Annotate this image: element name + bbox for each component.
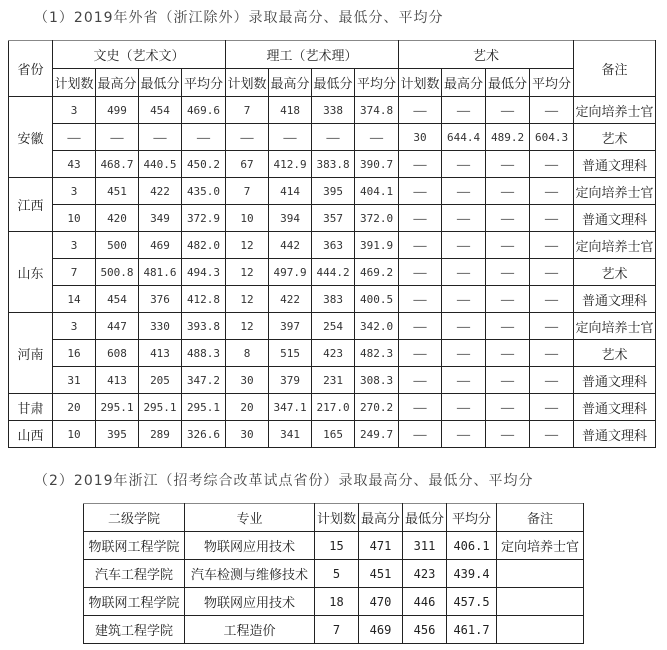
score-cell: —— <box>486 178 530 205</box>
score-cell: —— <box>442 232 486 259</box>
score-cell: 394 <box>269 205 312 232</box>
score-cell: —— <box>355 124 399 151</box>
header-college: 二级学院 <box>84 504 185 532</box>
score-cell: —— <box>442 205 486 232</box>
score-cell: —— <box>486 421 530 448</box>
score-cell: 3 <box>53 97 96 124</box>
score-cell: 20 <box>226 394 269 421</box>
remark-cell: 定向培养士官 <box>497 532 584 560</box>
table-row <box>9 259 656 286</box>
remark-cell: 普通文理科 <box>574 367 656 394</box>
score-cell: —— <box>486 286 530 313</box>
score-cell: —— <box>442 178 486 205</box>
score-cell: 30 <box>399 124 442 151</box>
remark-cell: 定向培养士官 <box>574 313 656 340</box>
score-cell: 435.0 <box>182 178 226 205</box>
score-cell: 418 <box>269 97 312 124</box>
score-cell: —— <box>530 367 574 394</box>
score-cell: 422 <box>269 286 312 313</box>
score-cell: 12 <box>226 259 269 286</box>
score-cell: 12 <box>226 232 269 259</box>
header-group-science: 理工（艺术理） <box>226 41 399 69</box>
college-cell: 汽车工程学院 <box>84 560 185 588</box>
score-cell: —— <box>399 151 442 178</box>
score-cell: —— <box>530 259 574 286</box>
score-cell: 499 <box>96 97 139 124</box>
score-cell: 347.1 <box>269 394 312 421</box>
score-cell: 481.6 <box>139 259 182 286</box>
score-cell: —— <box>486 394 530 421</box>
score-cell: 14 <box>53 286 96 313</box>
plan-count-cell: 18 <box>315 588 359 616</box>
score-cell: —— <box>312 124 355 151</box>
subheader-max-score: 最高分 <box>96 69 139 97</box>
score-cell: 3 <box>53 232 96 259</box>
score-cell: 10 <box>53 205 96 232</box>
table-row <box>9 313 656 340</box>
score-cell: 393.8 <box>182 313 226 340</box>
score-cell: 423 <box>312 340 355 367</box>
score-cell: 413 <box>96 367 139 394</box>
score-cell: 395 <box>96 421 139 448</box>
out-of-province-admission-table <box>8 40 656 448</box>
score-cell: 494.3 <box>182 259 226 286</box>
score-cell: 390.7 <box>355 151 399 178</box>
score-cell: —— <box>530 340 574 367</box>
table-row <box>9 367 656 394</box>
score-cell: —— <box>399 286 442 313</box>
score-cell: 295.1 <box>139 394 182 421</box>
score-cell: 270.2 <box>355 394 399 421</box>
score-cell: 165 <box>312 421 355 448</box>
college-cell: 物联网工程学院 <box>84 588 185 616</box>
score-cell: 383 <box>312 286 355 313</box>
score-cell: 8 <box>226 340 269 367</box>
score-cell: 395 <box>312 178 355 205</box>
college-cell: 物联网工程学院 <box>84 532 185 560</box>
province-name: 山西 <box>9 421 53 448</box>
remark-cell: 定向培养士官 <box>574 178 656 205</box>
major-cell: 工程造价 <box>185 616 315 644</box>
header-major: 专业 <box>185 504 315 532</box>
score-cell: 372.0 <box>355 205 399 232</box>
table-row <box>84 616 584 644</box>
score-cell: 608 <box>96 340 139 367</box>
score-cell: —— <box>399 205 442 232</box>
remark-cell: 艺术 <box>574 340 656 367</box>
score-cell: 469.6 <box>182 97 226 124</box>
score-cell: 412.9 <box>269 151 312 178</box>
score-cell: 30 <box>226 421 269 448</box>
score-cell: 249.7 <box>355 421 399 448</box>
table-row <box>84 588 584 616</box>
score-cell: 644.4 <box>442 124 486 151</box>
header-plan-count: 计划数 <box>315 504 359 532</box>
score-cell: 447 <box>96 313 139 340</box>
remark-cell: 艺术 <box>574 124 656 151</box>
max-score-cell: 470 <box>359 588 403 616</box>
score-cell: 450.2 <box>182 151 226 178</box>
score-cell: —— <box>96 124 139 151</box>
avg-score-cell: 461.7 <box>447 616 497 644</box>
score-cell: 482.3 <box>355 340 399 367</box>
score-cell: 482.0 <box>182 232 226 259</box>
score-cell: —— <box>486 97 530 124</box>
remark-cell: 普通文理科 <box>574 421 656 448</box>
score-cell: —— <box>269 124 312 151</box>
table-row <box>9 178 656 205</box>
score-cell: —— <box>530 421 574 448</box>
score-cell: 254 <box>312 313 355 340</box>
score-cell: 295.1 <box>96 394 139 421</box>
score-cell: 43 <box>53 151 96 178</box>
score-cell: 30 <box>226 367 269 394</box>
score-cell: 500.8 <box>96 259 139 286</box>
score-cell: 330 <box>139 313 182 340</box>
score-cell: 444.2 <box>312 259 355 286</box>
score-cell: —— <box>399 97 442 124</box>
score-cell: 231 <box>312 367 355 394</box>
score-cell: 468.7 <box>96 151 139 178</box>
header-remark: 备注 <box>497 504 584 532</box>
max-score-cell: 471 <box>359 532 403 560</box>
score-cell: 3 <box>53 313 96 340</box>
score-cell: 342.0 <box>355 313 399 340</box>
province-name: 山东 <box>9 232 53 313</box>
min-score-cell: 456 <box>403 616 447 644</box>
score-cell: 67 <box>226 151 269 178</box>
subheader-avg-score: 平均分 <box>530 69 574 97</box>
score-cell: —— <box>399 259 442 286</box>
score-cell: 31 <box>53 367 96 394</box>
table-row <box>9 205 656 232</box>
score-cell: —— <box>226 124 269 151</box>
score-cell: 338 <box>312 97 355 124</box>
header-max-score: 最高分 <box>359 504 403 532</box>
major-cell: 汽车检测与维修技术 <box>185 560 315 588</box>
subheader-min-score: 最低分 <box>139 69 182 97</box>
score-cell: —— <box>399 340 442 367</box>
table-row <box>9 232 656 259</box>
score-cell: 7 <box>53 259 96 286</box>
table-row <box>84 532 584 560</box>
score-cell: 217.0 <box>312 394 355 421</box>
score-cell: 515 <box>269 340 312 367</box>
college-cell: 建筑工程学院 <box>84 616 185 644</box>
remark-cell <box>497 588 584 616</box>
plan-count-cell: 15 <box>315 532 359 560</box>
score-cell: 10 <box>53 421 96 448</box>
province-name: 江西 <box>9 178 53 232</box>
score-cell: 20 <box>53 394 96 421</box>
subheader-plan-count: 计划数 <box>399 69 442 97</box>
min-score-cell: 311 <box>403 532 447 560</box>
score-cell: —— <box>442 259 486 286</box>
header-group-art: 艺术 <box>399 41 574 69</box>
table-row <box>84 560 584 588</box>
zhejiang-admission-table <box>83 503 584 644</box>
score-cell: 414 <box>269 178 312 205</box>
subheader-max-score: 最高分 <box>269 69 312 97</box>
min-score-cell: 446 <box>403 588 447 616</box>
score-cell: 397 <box>269 313 312 340</box>
score-cell: 12 <box>226 313 269 340</box>
section-1-title: （1）2019年外省（浙江除外）录取最高分、最低分、平均分 <box>34 10 444 26</box>
score-cell: —— <box>486 313 530 340</box>
score-cell: 391.9 <box>355 232 399 259</box>
province-name: 河南 <box>9 313 53 394</box>
score-cell: 308.3 <box>355 367 399 394</box>
score-cell: 347.2 <box>182 367 226 394</box>
table-row <box>9 421 656 448</box>
score-cell: —— <box>139 124 182 151</box>
score-cell: 383.8 <box>312 151 355 178</box>
header-min-score: 最低分 <box>403 504 447 532</box>
subheader-avg-score: 平均分 <box>182 69 226 97</box>
score-cell: —— <box>530 286 574 313</box>
score-cell: —— <box>399 367 442 394</box>
score-cell: 469.2 <box>355 259 399 286</box>
max-score-cell: 469 <box>359 616 403 644</box>
table-row <box>9 124 656 151</box>
score-cell: —— <box>486 259 530 286</box>
score-cell: —— <box>399 313 442 340</box>
score-cell: 420 <box>96 205 139 232</box>
score-cell: 497.9 <box>269 259 312 286</box>
score-cell: 372.9 <box>182 205 226 232</box>
score-cell: 357 <box>312 205 355 232</box>
score-cell: 376 <box>139 286 182 313</box>
major-cell: 物联网应用技术 <box>185 532 315 560</box>
subheader-avg-score: 平均分 <box>355 69 399 97</box>
subheader-plan-count: 计划数 <box>226 69 269 97</box>
province-name: 甘肃 <box>9 394 53 421</box>
score-cell: 349 <box>139 205 182 232</box>
score-cell: —— <box>442 151 486 178</box>
remark-cell: 普通文理科 <box>574 205 656 232</box>
score-cell: —— <box>399 178 442 205</box>
score-cell: 422 <box>139 178 182 205</box>
score-cell: 205 <box>139 367 182 394</box>
score-cell: —— <box>399 394 442 421</box>
province-name: 安徽 <box>9 97 53 178</box>
remark-cell: 普通文理科 <box>574 151 656 178</box>
score-cell: 604.3 <box>530 124 574 151</box>
score-cell: 16 <box>53 340 96 367</box>
header-province: 省份 <box>9 41 53 97</box>
subheader-min-score: 最低分 <box>312 69 355 97</box>
score-cell: —— <box>530 313 574 340</box>
score-cell: 500 <box>96 232 139 259</box>
score-cell: 469 <box>139 232 182 259</box>
score-cell: —— <box>486 367 530 394</box>
score-cell: 404.1 <box>355 178 399 205</box>
header-avg-score: 平均分 <box>447 504 497 532</box>
score-cell: 412.8 <box>182 286 226 313</box>
max-score-cell: 451 <box>359 560 403 588</box>
score-cell: 12 <box>226 286 269 313</box>
score-cell: 451 <box>96 178 139 205</box>
score-cell: —— <box>530 151 574 178</box>
score-cell: —— <box>399 232 442 259</box>
score-cell: 7 <box>226 97 269 124</box>
score-cell: —— <box>486 340 530 367</box>
plan-count-cell: 7 <box>315 616 359 644</box>
section-2-title: （2）2019年浙江（招考综合改革试点省份）录取最高分、最低分、平均分 <box>34 473 534 489</box>
score-cell: 3 <box>53 178 96 205</box>
score-cell: —— <box>530 97 574 124</box>
score-cell: —— <box>530 205 574 232</box>
score-cell: —— <box>530 394 574 421</box>
score-cell: 289 <box>139 421 182 448</box>
score-cell: —— <box>442 97 486 124</box>
score-cell: —— <box>442 367 486 394</box>
remark-cell: 定向培养士官 <box>574 97 656 124</box>
score-cell: —— <box>182 124 226 151</box>
score-cell: 489.2 <box>486 124 530 151</box>
score-cell: —— <box>530 232 574 259</box>
table-row <box>9 394 656 421</box>
score-cell: —— <box>53 124 96 151</box>
remark-cell: 普通文理科 <box>574 286 656 313</box>
min-score-cell: 423 <box>403 560 447 588</box>
remark-cell: 定向培养士官 <box>574 232 656 259</box>
score-cell: —— <box>442 394 486 421</box>
table-row <box>9 151 656 178</box>
score-cell: 341 <box>269 421 312 448</box>
subheader-plan-count: 计划数 <box>53 69 96 97</box>
remark-cell <box>497 560 584 588</box>
remark-cell: 普通文理科 <box>574 394 656 421</box>
remark-cell: 艺术 <box>574 259 656 286</box>
header-remark: 备注 <box>574 41 656 97</box>
score-cell: —— <box>399 421 442 448</box>
score-cell: 488.3 <box>182 340 226 367</box>
score-cell: 413 <box>139 340 182 367</box>
table-row <box>9 97 656 124</box>
table-row <box>9 286 656 313</box>
table-row <box>9 340 656 367</box>
score-cell: —— <box>486 205 530 232</box>
score-cell: —— <box>442 313 486 340</box>
score-cell: —— <box>530 178 574 205</box>
score-cell: 374.8 <box>355 97 399 124</box>
subheader-max-score: 最高分 <box>442 69 486 97</box>
score-cell: 454 <box>96 286 139 313</box>
header-group-liberal-arts: 文史（艺术文） <box>53 41 226 69</box>
score-cell: —— <box>442 286 486 313</box>
score-cell: 442 <box>269 232 312 259</box>
score-cell: 295.1 <box>182 394 226 421</box>
major-cell: 物联网应用技术 <box>185 588 315 616</box>
score-cell: —— <box>442 421 486 448</box>
avg-score-cell: 406.1 <box>447 532 497 560</box>
score-cell: 400.5 <box>355 286 399 313</box>
plan-count-cell: 5 <box>315 560 359 588</box>
score-cell: 7 <box>226 178 269 205</box>
score-cell: 10 <box>226 205 269 232</box>
score-cell: 379 <box>269 367 312 394</box>
remark-cell <box>497 616 584 644</box>
avg-score-cell: 439.4 <box>447 560 497 588</box>
score-cell: 454 <box>139 97 182 124</box>
score-cell: 363 <box>312 232 355 259</box>
score-cell: —— <box>442 340 486 367</box>
subheader-min-score: 最低分 <box>486 69 530 97</box>
score-cell: —— <box>486 232 530 259</box>
score-cell: —— <box>486 151 530 178</box>
score-cell: 440.5 <box>139 151 182 178</box>
avg-score-cell: 457.5 <box>447 588 497 616</box>
score-cell: 326.6 <box>182 421 226 448</box>
